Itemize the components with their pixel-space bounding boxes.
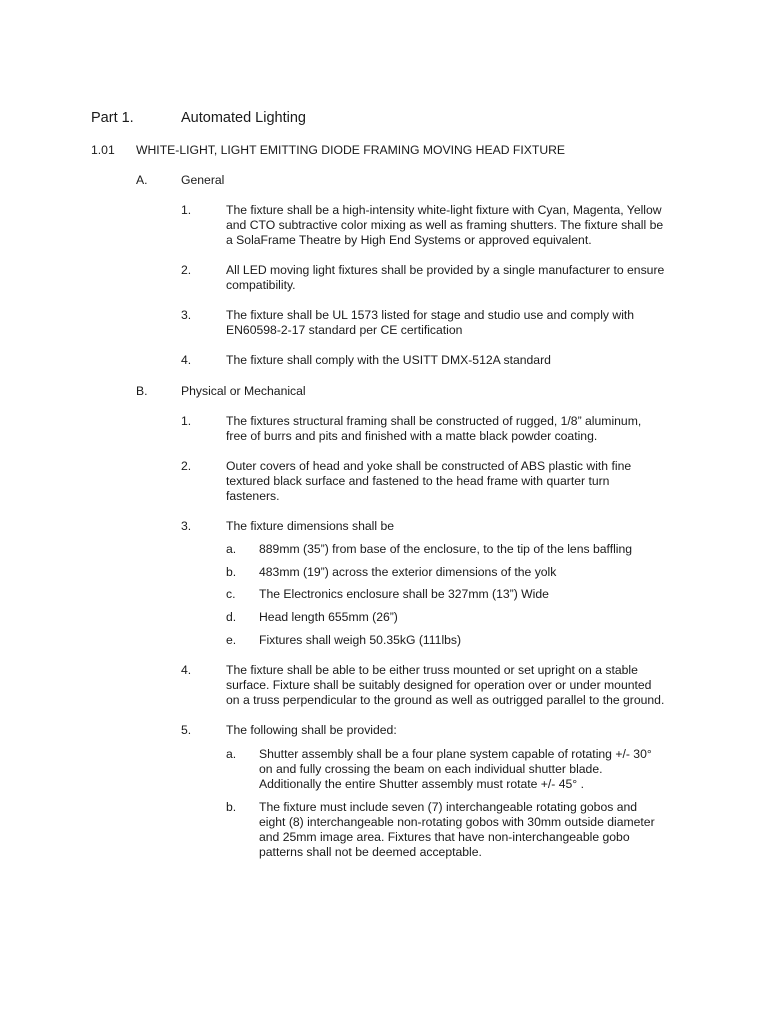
item-text: All LED moving light fixtures shall be provided by a single manufacturer to ensure compatibility. xyxy=(226,263,665,292)
item-text: The fixture shall be a high-intensity white-light fixture with Cyan, Magenta, Yellow and CTO subtractive color mixing as well as framing shutters. The fixture shall be a SolaFrame Theatre by High End Systems or approved equivalent. xyxy=(226,203,664,247)
subsection-a-title: General xyxy=(181,173,225,187)
item-text: The fixtures structural framing shall be constructed of rugged, 1/8” aluminum, free of burrs and pits and finished with a matte black powder coating. xyxy=(226,414,642,443)
item-number: 5. xyxy=(181,723,192,737)
part-title: Automated Lighting xyxy=(181,110,306,126)
subitem-text: Head length 655mm (26”) xyxy=(259,610,398,624)
subitem-letter: b. xyxy=(226,800,237,814)
subitem-text: 483mm (19”) across the exterior dimensions of the yolk xyxy=(259,565,557,579)
subsection-b-title: Physical or Mechanical xyxy=(181,384,306,398)
subitem-letter: d. xyxy=(226,610,237,624)
subitem-text: The fixture must include seven (7) interchangeable rotating gobos and eight (8) interchangeable non-rotating gobos with 30mm outside diameter and 25mm image area. Fixtures that have non-interchangeable gobo patterns shall not be deemed acceptable. xyxy=(259,800,655,859)
item-number: 4. xyxy=(181,353,192,367)
subitem-letter: a. xyxy=(226,542,237,556)
item-number: 4. xyxy=(181,663,192,677)
subitem-letter: c. xyxy=(226,587,236,601)
section-number: 1.01 xyxy=(91,143,115,157)
item-text: The fixture shall be able to be either truss mounted or set upright on a stable surface. Fixture shall be suitably designed for operation over or under mounted on a truss perpendicular to the ground as well as outrigged parallel to the ground. xyxy=(226,663,665,707)
subitem-letter: b. xyxy=(226,565,237,579)
item-number: 1. xyxy=(181,414,192,428)
item-number: 1. xyxy=(181,203,192,217)
subitem-text: The Electronics enclosure shall be 327mm (13”) Wide xyxy=(259,587,549,601)
item-text: The fixture shall be UL 1573 listed for stage and studio use and comply with EN60598-2-17 standard per CE certification xyxy=(226,308,635,337)
subitem-letter: a. xyxy=(226,747,237,761)
item-text: The fixture shall comply with the USITT DMX-512A standard xyxy=(226,353,551,367)
subitem-text: Shutter assembly shall be a four plane system capable of rotating +/- 30° on and fully crossing the beam on each individual shutter blade. Additionally the entire Shutter assembly must rotate +/- 45° . xyxy=(259,747,652,791)
subsection-b-letter: B. xyxy=(136,384,148,398)
item-number: 2. xyxy=(181,263,192,277)
subitem-text: Fixtures shall weigh 50.35kG (111lbs) xyxy=(259,633,462,647)
subsection-a-letter: A. xyxy=(136,173,148,187)
subitem-letter: e. xyxy=(226,633,237,647)
item-text: The fixture dimensions shall be xyxy=(226,519,395,533)
item-number: 2. xyxy=(181,459,192,473)
subitem-text: 889mm (35”) from base of the enclosure, to the tip of the lens baffling xyxy=(259,542,633,556)
item-number: 3. xyxy=(181,519,192,533)
item-text: The following shall be provided: xyxy=(226,723,397,737)
section-title: WHITE-LIGHT, LIGHT EMITTING DIODE FRAMING MOVING HEAD FIXTURE xyxy=(136,143,566,157)
item-number: 3. xyxy=(181,308,192,322)
part-number: Part 1. xyxy=(91,110,134,126)
item-text: Outer covers of head and yoke shall be constructed of ABS plastic with fine textured black surface and fastened to the head frame with quarter turn fasteners. xyxy=(226,459,632,503)
